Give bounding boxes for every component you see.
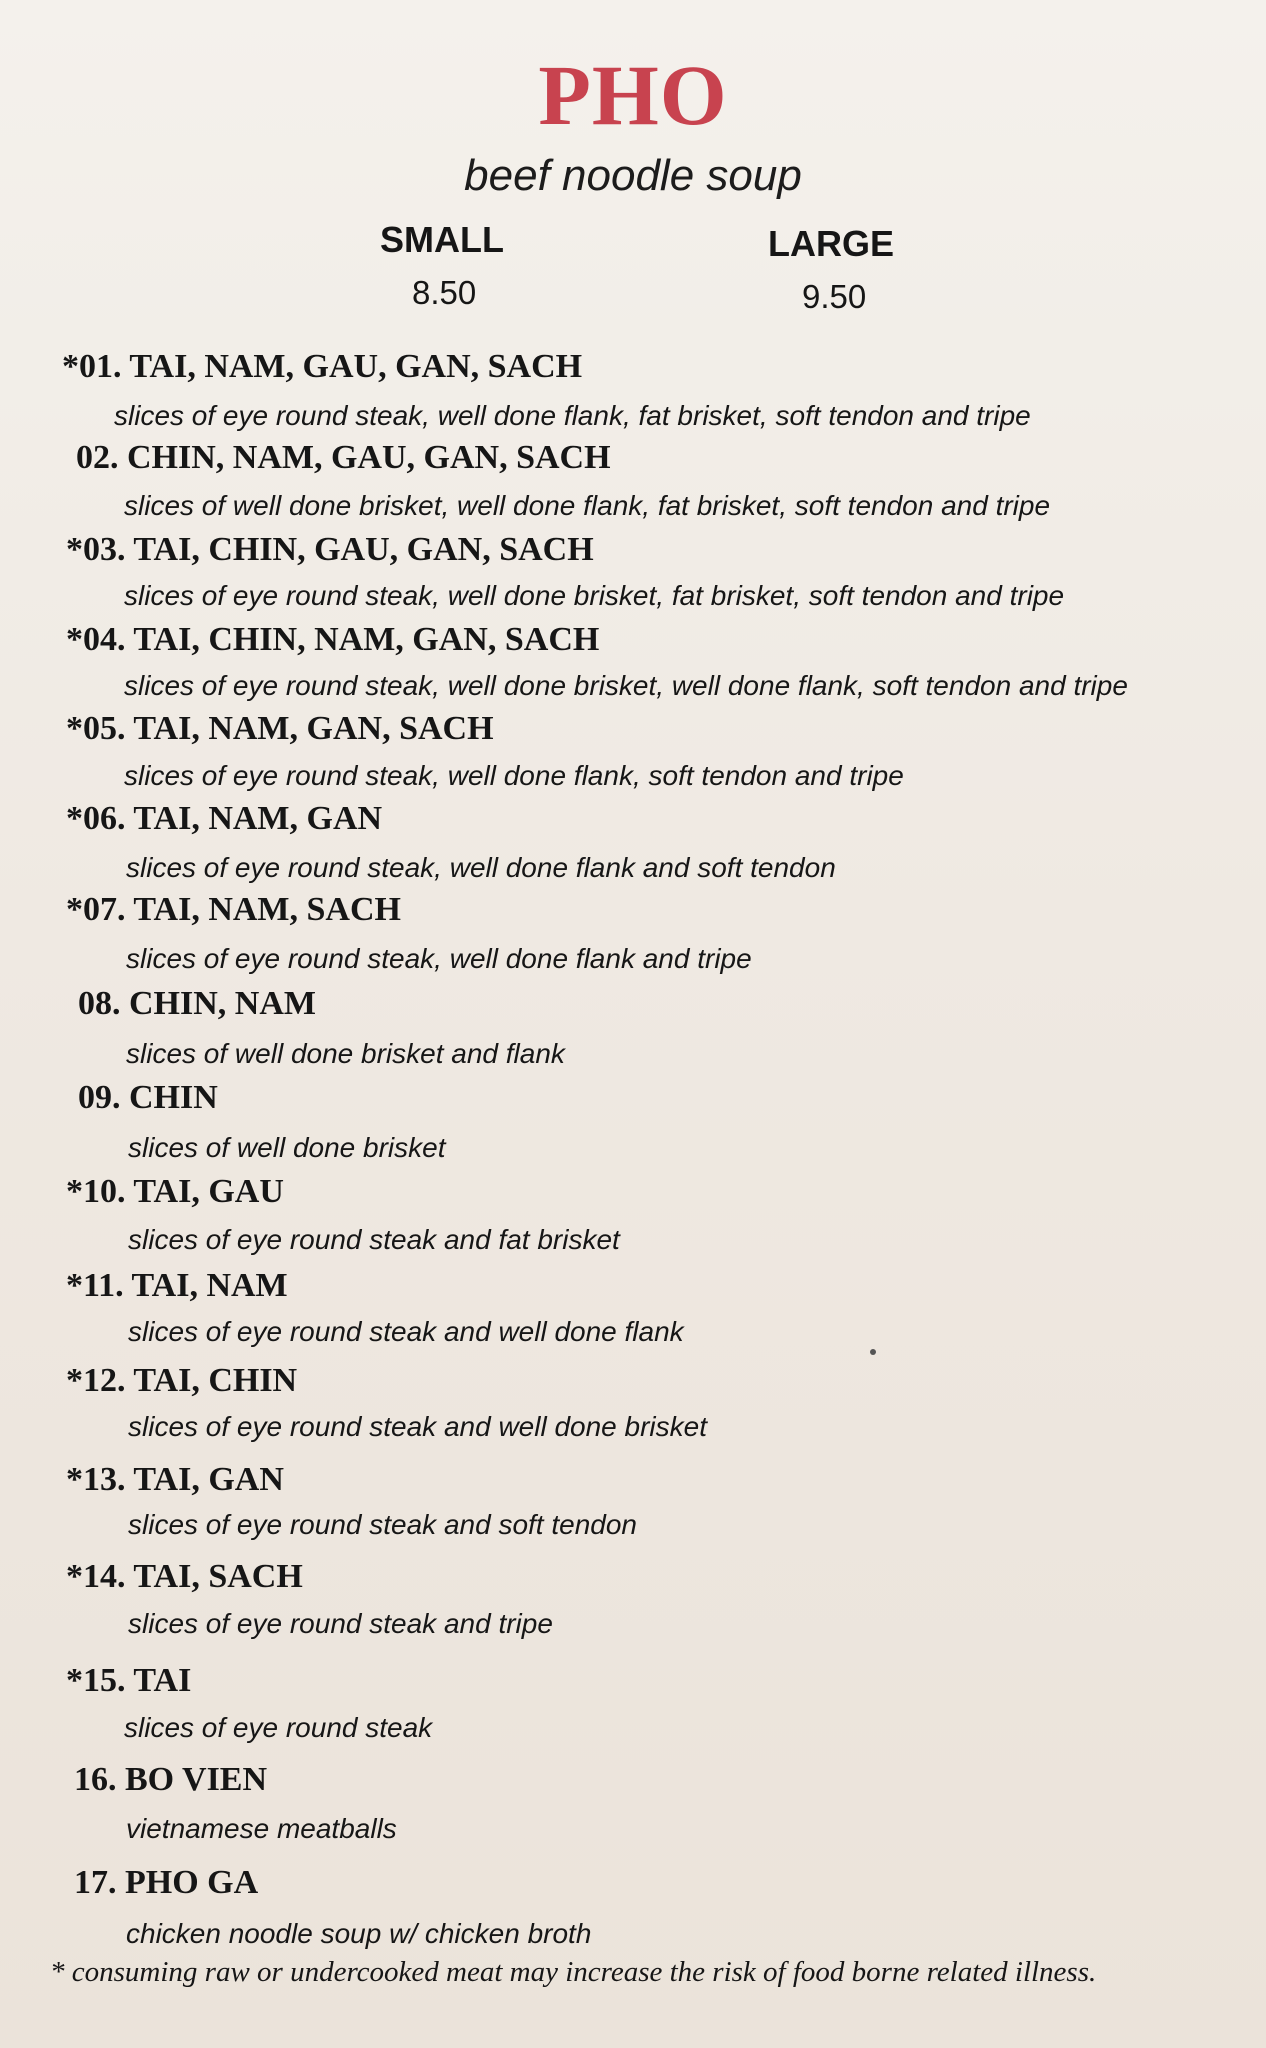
- menu-item-desc: slices of eye round steak and tripe: [128, 1608, 553, 1639]
- menu-item-name: *11. TAI, NAM: [66, 1267, 288, 1304]
- menu-item-desc: slices of eye round steak, well done flank, soft tendon and tripe: [124, 760, 904, 791]
- menu-item-name: *01. TAI, NAM, GAU, GAN, SACH: [62, 348, 583, 385]
- menu-item-desc: slices of eye round steak and well done flank: [128, 1316, 684, 1347]
- menu-item-name: 02. CHIN, NAM, GAU, GAN, SACH: [76, 439, 611, 476]
- menu-item-desc: slices of eye round steak, well done flank, fat brisket, soft tendon and tripe: [114, 400, 1031, 431]
- menu-item-name: *13. TAI, GAN: [66, 1461, 284, 1498]
- menu-item-name: 16. BO VIEN: [74, 1761, 268, 1798]
- menu-item-desc: slices of well done brisket, well done flank, fat brisket, soft tendon and tripe: [124, 490, 1051, 521]
- size-large-label: LARGE: [768, 223, 894, 264]
- size-large-price: 9.50: [802, 278, 867, 315]
- menu-item-desc: chicken noodle soup w/ chicken broth: [126, 1918, 592, 1949]
- menu-item-desc: slices of eye round steak, well done brisket, well done flank, soft tendon and tripe: [124, 670, 1128, 701]
- menu-item-desc: slices of eye round steak and well done brisket: [128, 1411, 707, 1442]
- menu-item-desc: slices of eye round steak and fat brisket: [128, 1224, 620, 1255]
- menu-item-name: *10. TAI, GAU: [66, 1173, 284, 1210]
- menu-item-desc: slices of well done brisket and flank: [126, 1038, 565, 1069]
- menu-item-name: *04. TAI, CHIN, NAM, GAN, SACH: [66, 621, 600, 658]
- menu-item-desc: slices of eye round steak, well done flank and soft tendon: [126, 852, 836, 883]
- size-small-price: 8.50: [412, 274, 477, 311]
- footnote-disclaimer: * consuming raw or undercooked meat may increase the risk of food borne related illness.: [50, 1956, 1097, 1988]
- menu-item-desc: slices of eye round steak, well done flank and tripe: [126, 943, 752, 974]
- menu-item-name: 08. CHIN, NAM: [78, 985, 316, 1022]
- menu-item-desc: slices of eye round steak: [124, 1712, 433, 1743]
- stray-dot-mark: [870, 1349, 876, 1355]
- menu-item-name: *03. TAI, CHIN, GAU, GAN, SACH: [66, 531, 594, 568]
- menu-item-name: *15. TAI: [66, 1662, 192, 1699]
- menu-item-name: *12. TAI, CHIN: [66, 1362, 298, 1399]
- menu-item-name: 17. PHO GA: [74, 1864, 259, 1901]
- menu-item-name: *06. TAI, NAM, GAN: [66, 800, 383, 837]
- menu-item-name: *05. TAI, NAM, GAN, SACH: [66, 710, 494, 747]
- menu-title: PHO: [538, 47, 728, 143]
- size-small-label: SMALL: [380, 219, 504, 260]
- menu-item-name: *14. TAI, SACH: [66, 1558, 303, 1595]
- menu-item-desc: slices of eye round steak and soft tendon: [128, 1509, 637, 1540]
- menu-subtitle: beef noodle soup: [464, 151, 802, 200]
- menu-item-desc: slices of eye round steak, well done brisket, fat brisket, soft tendon and tripe: [124, 580, 1065, 611]
- menu-item-name: 09. CHIN: [78, 1079, 218, 1116]
- menu-item-desc: slices of well done brisket: [128, 1132, 446, 1163]
- menu-item-name: *07. TAI, NAM, SACH: [66, 891, 401, 928]
- menu-item-desc: vietnamese meatballs: [126, 1813, 397, 1844]
